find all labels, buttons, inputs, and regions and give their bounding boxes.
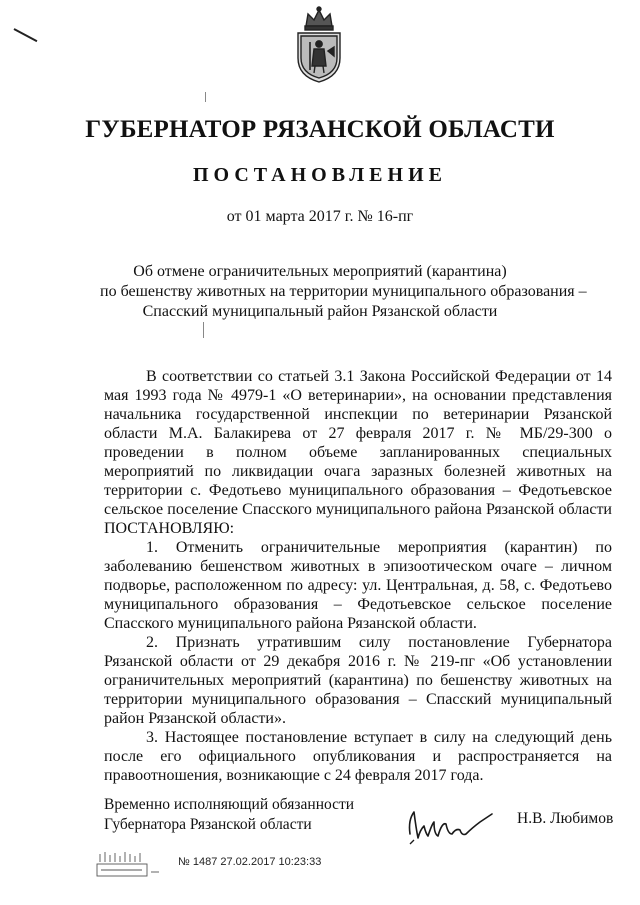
document-body xyxy=(104,367,612,785)
registration-number: № 1487 27.02.2017 10:23:33 xyxy=(178,856,322,868)
subject-line: Спасский муниципальный район Рязанской области xyxy=(142,303,498,320)
scan-tick xyxy=(205,92,206,102)
handwritten-signature xyxy=(404,800,496,846)
body-item-2: 2. Признать утратившим силу постановление Губернатора Рязанской области от 29 декабря 2016 г. № 219-пг «Об установлении ограничительных мероприятий (карантина) по бешенству животных на территории муниципального образования – Спасский муниципальный район Рязанской области». xyxy=(104,634,612,727)
document-title: ГУБЕРНАТОР РЯЗАНСКОЙ ОБЛАСТИ xyxy=(85,116,555,143)
body-item-1: 1. Отменить ограничительные мероприятия (карантин) по заболеванию бешенством животных в эпизоотическом очаге – личном подворье, расположенном по адресу: ул. Центральная, д. 58, с. Федотьево муниципального образования – Федотьевское сельское поселение Спасского муниципального района Рязанской области. xyxy=(104,539,612,632)
document-type: ПОСТАНОВЛЕНИЕ xyxy=(193,164,447,186)
subject-line: Об отмене ограничительных мероприятий (карантина) xyxy=(133,263,507,280)
ryazan-coat-of-arms-icon xyxy=(288,6,350,84)
signatory-name: Н.В. Любимов xyxy=(517,810,614,827)
scan-mark xyxy=(14,28,38,42)
body-preamble: В соответствии со статьей 3.1 Закона Российской Федерации от 14 мая 1993 года № 4979-1 «О ветеринарии», на основании представления начальника государственной инспекции по ветеринарии Рязанской области М.А. Балакирева от 27 февраля 2017 г. № МБ/29-300 о проведении в полном объеме запланированных специальных мероприятий по ликвидации очага заразных болезней животных на территории с. Федотьево муниципального образования – Федотьевское сельское поселение Спасского муниципального района Рязанской области ПОСТАНОВЛЯЮ: xyxy=(104,368,612,537)
body-item-3: 3. Настоящее постановление вступает в силу на следующий день после его официального опубликования и распространяется на правоотношения, возникающие с 24 февраля 2017 года. xyxy=(104,729,612,784)
subject-line: по бешенству животных на территории муниципального образования – xyxy=(100,283,587,300)
document-date-number: от 01 марта 2017 г. № 16-пг xyxy=(226,208,414,225)
position-line: Губернатора Рязанской области xyxy=(104,816,312,833)
signatory-position xyxy=(104,795,354,835)
scan-tick xyxy=(203,322,204,338)
position-line: Временно исполняющий обязанности xyxy=(104,796,355,813)
registration-stamp xyxy=(96,850,162,878)
document-subject xyxy=(100,262,587,322)
